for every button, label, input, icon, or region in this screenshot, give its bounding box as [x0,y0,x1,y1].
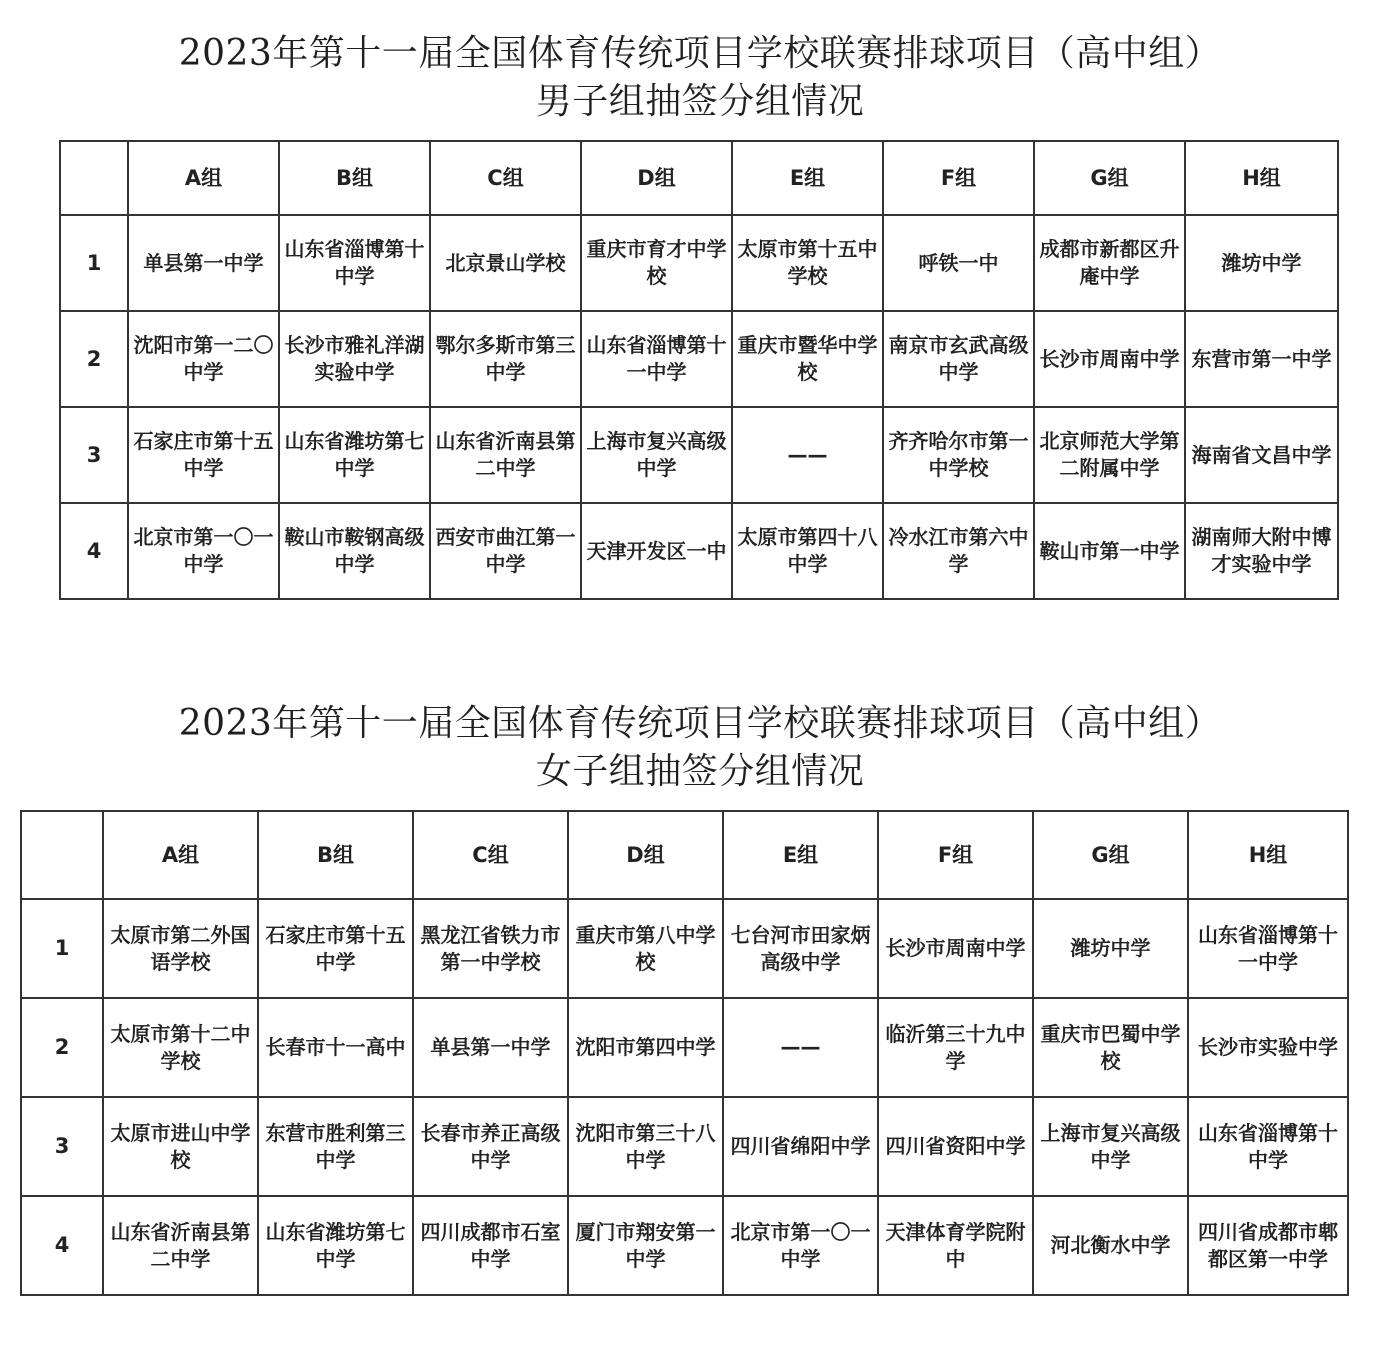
school-cell: 石家庄市第十五中学 [128,407,279,503]
school-cell: 长沙市雅礼洋湖实验中学 [279,311,430,407]
table-row [60,215,1338,311]
school-cell: 上海市复兴高级中学 [581,407,732,503]
school-cell: 北京市第一〇一中学 [723,1196,878,1295]
school-cell: 河北衡水中学 [1033,1196,1188,1295]
table-header-row [60,141,1338,215]
school-cell: 临沂第三十九中学 [878,998,1033,1097]
school-cell: 单县第一中学 [128,215,279,311]
school-cell: 重庆市暨华中学校 [732,311,883,407]
school-cell: 南京市玄武高级中学 [883,311,1034,407]
school-cell: 太原市第二外国语学校 [103,899,258,998]
school-cell: 四川省资阳中学 [878,1097,1033,1196]
men-title-line2: 男子组抽签分组情况 [535,81,865,122]
school-cell: 山东省沂南县第二中学 [103,1196,258,1295]
school-cell: 重庆市育才中学校 [581,215,732,311]
school-cell: 鞍山市第一中学 [1034,503,1185,599]
empty-slot-cell: —— [723,998,878,1097]
school-cell: 潍坊中学 [1033,899,1188,998]
school-cell: 四川省成都市郫都区第一中学 [1188,1196,1348,1295]
group-header-c: C组 [430,141,581,215]
table-row [21,1196,1348,1295]
row-number: 1 [21,899,103,998]
school-cell: 齐齐哈尔市第一中学校 [883,407,1034,503]
school-cell: 长春市养正高级中学 [413,1097,568,1196]
men-draw-section [0,30,1400,576]
school-cell: 太原市第十五中学校 [732,215,883,311]
school-cell: 沈阳市第一二〇中学 [128,311,279,407]
school-cell: 沈阳市第四中学 [568,998,723,1097]
school-cell: 四川成都市石室中学 [413,1196,568,1295]
women-title-line1: 2023年第十一届全国体育传统项目学校联赛排球项目（高中组） [178,703,1222,744]
school-cell: 海南省文昌中学 [1185,407,1338,503]
group-header-e: E组 [723,811,878,899]
school-cell: 太原市第十二中学校 [103,998,258,1097]
group-header-a: A组 [103,811,258,899]
table-row [60,311,1338,407]
group-header-h: H组 [1185,141,1338,215]
school-cell: 山东省潍坊第七中学 [258,1196,413,1295]
men-title-line1: 2023年第十一届全国体育传统项目学校联赛排球项目（高中组） [178,33,1222,74]
school-cell: 鞍山市鞍钢高级中学 [279,503,430,599]
school-cell: 长沙市周南中学 [1034,311,1185,407]
school-cell: 长沙市周南中学 [878,899,1033,998]
school-cell: 太原市第四十八中学 [732,503,883,599]
women-draw-table [20,810,1349,1296]
school-cell: 天津体育学院附中 [878,1196,1033,1295]
row-number: 4 [21,1196,103,1295]
school-cell: 七台河市田家炳高级中学 [723,899,878,998]
table-row [60,407,1338,503]
group-header-h: H组 [1188,811,1348,899]
school-cell: 山东省潍坊第七中学 [279,407,430,503]
group-header-a: A组 [128,141,279,215]
group-header-c: C组 [413,811,568,899]
row-number: 3 [60,407,128,503]
group-header-d: D组 [568,811,723,899]
women-title-line2: 女子组抽签分组情况 [535,751,865,792]
men-draw-table [59,140,1339,600]
corner-cell [60,141,128,215]
school-cell: 长沙市实验中学 [1188,998,1348,1097]
group-header-g: G组 [1033,811,1188,899]
table-row [21,998,1348,1097]
table-header-row [21,811,1348,899]
school-cell: 山东省淄博第十一中学 [581,311,732,407]
school-cell: 石家庄市第十五中学 [258,899,413,998]
school-cell: 上海市复兴高级中学 [1033,1097,1188,1196]
school-cell: 山东省沂南县第二中学 [430,407,581,503]
school-cell: 成都市新都区升庵中学 [1034,215,1185,311]
school-cell: 重庆市巴蜀中学校 [1033,998,1188,1097]
women-draw-section [0,700,1400,1271]
school-cell: 北京景山学校 [430,215,581,311]
school-cell: 东营市第一中学 [1185,311,1338,407]
school-cell: 北京市第一〇一中学 [128,503,279,599]
school-cell: 西安市曲江第一中学 [430,503,581,599]
table-row [60,503,1338,599]
group-header-b: B组 [279,141,430,215]
school-cell: 黑龙江省铁力市第一中学校 [413,899,568,998]
school-cell: 东营市胜利第三中学 [258,1097,413,1196]
group-header-f: F组 [883,141,1034,215]
row-number: 3 [21,1097,103,1196]
school-cell: 鄂尔多斯市第三中学 [430,311,581,407]
school-cell: 单县第一中学 [413,998,568,1097]
school-cell: 重庆市第八中学校 [568,899,723,998]
school-cell: 山东省淄博第十中学 [279,215,430,311]
table-row [21,1097,1348,1196]
row-number: 4 [60,503,128,599]
row-number: 2 [60,311,128,407]
school-cell: 呼铁一中 [883,215,1034,311]
school-cell: 北京师范大学第二附属中学 [1034,407,1185,503]
group-header-e: E组 [732,141,883,215]
school-cell: 太原市进山中学校 [103,1097,258,1196]
group-header-g: G组 [1034,141,1185,215]
school-cell: 湖南师大附中博才实验中学 [1185,503,1338,599]
group-header-f: F组 [878,811,1033,899]
group-header-b: B组 [258,811,413,899]
school-cell: 沈阳市第三十八中学 [568,1097,723,1196]
school-cell: 潍坊中学 [1185,215,1338,311]
school-cell: 山东省淄博第十一中学 [1188,899,1348,998]
school-cell: 天津开发区一中 [581,503,732,599]
row-number: 2 [21,998,103,1097]
school-cell: 厦门市翔安第一中学 [568,1196,723,1295]
group-header-d: D组 [581,141,732,215]
school-cell: 冷水江市第六中学 [883,503,1034,599]
empty-slot-cell: —— [732,407,883,503]
school-cell: 山东省淄博第十中学 [1188,1097,1348,1196]
school-cell: 长春市十一高中 [258,998,413,1097]
corner-cell [21,811,103,899]
table-row [21,899,1348,998]
school-cell: 四川省绵阳中学 [723,1097,878,1196]
row-number: 1 [60,215,128,311]
